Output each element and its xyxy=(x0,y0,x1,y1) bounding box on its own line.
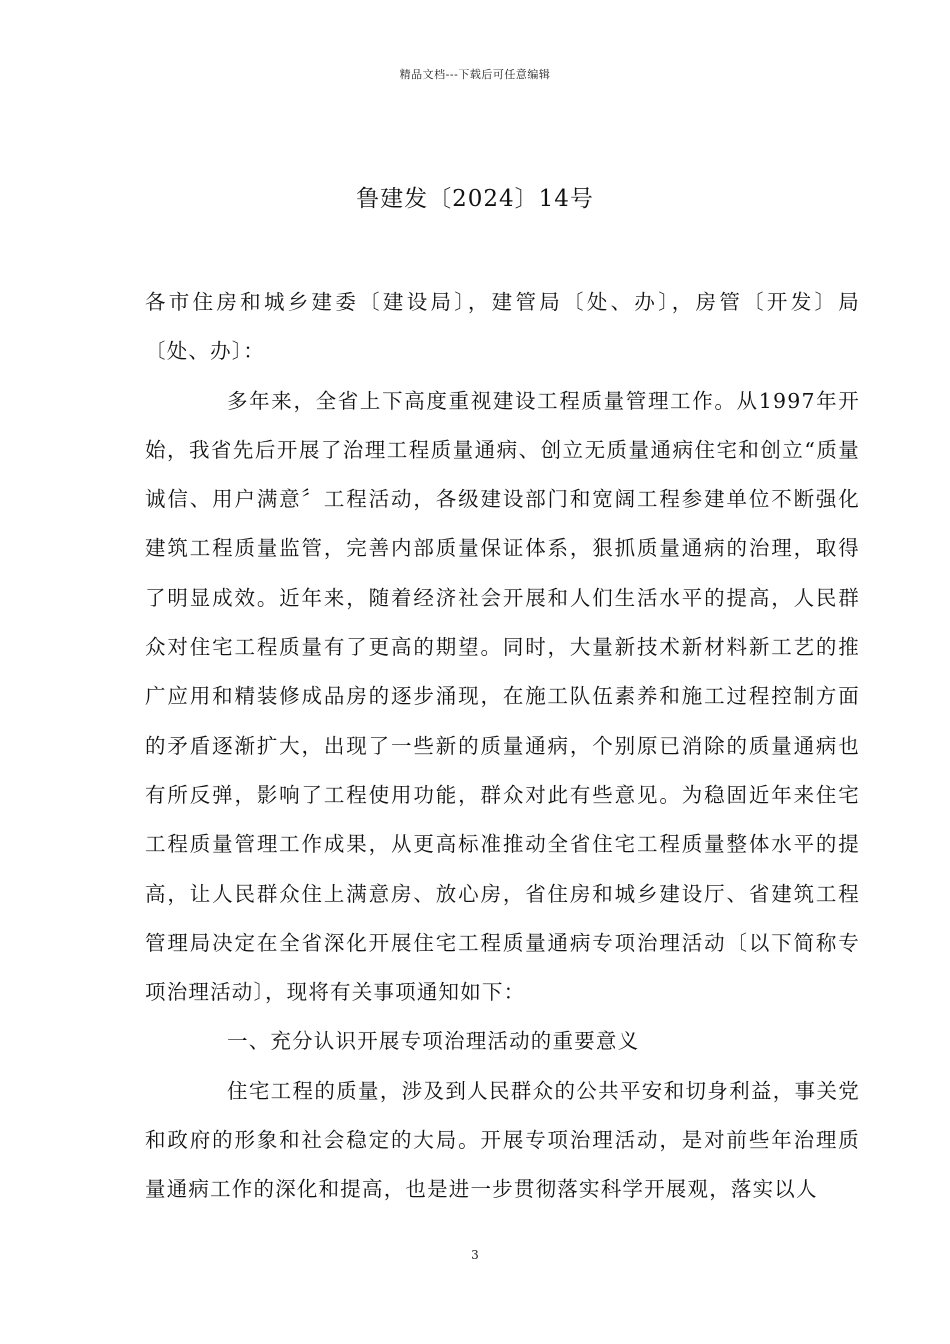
body-paragraph: 多年来，全省上下高度重视建设工程质量管理工作。从1997年开始，我省先后开展了治理工程质量通病、创立无质量通病住宅和创立“质量诚信、用户满意〞工程活动，各级建设部门和宽阔工程参建单位不断强化建筑工程质量监管，完善内部质量保证体系，狠抓质量通病的治理，取得了明显成效。近年来，随着经济社会开展和人们生活水平的提高，人民群众对住宅工程质量有了更高的期望。同时，大量新技术新材料新工艺的推广应用和精装修成品房的逐步涌现，在施工队伍素养和施工过程控制方面的矛盾逐渐扩大，出现了一些新的质量通病，个别原已消除的质量通病也有所反弹，影响了工程使用功能，群众对此有些意见。为稳固近年来住宅工程质量管理工作成果，从更高标准推动全省住宅工程质量整体水平的提高，让人民群众住上满意房、放心房，省住房和城乡建设厅、省建筑工程管理局决定在全省深化开展住宅工程质量通病专项治理活动〔以下简称专项治理活动〕，现将有关事项通知如下： xyxy=(145,388,860,1005)
body-paragraph: 住宅工程的质量，涉及到人民群众的公共平安和切身利益，事关党和政府的形象和社会稳定的大局。开展专项治理活动，是对前些年治理质量通病工作的深化和提高，也是进一步贯彻落实科学开展观，落实以人 xyxy=(145,1078,860,1202)
document-body xyxy=(145,278,860,1215)
page-header: 精品文档---下载后可任意编辑 xyxy=(399,68,551,81)
document-title: 鲁建发〔2024〕14号 xyxy=(356,186,594,212)
page-number: 3 xyxy=(471,1248,479,1262)
addressee-paragraph: 各市住房和城乡建委〔建设局〕，建管局〔处、办〕，房管〔开发〕局〔处、办〕： xyxy=(145,290,860,364)
section-heading: 一、充分认识开展专项治理活动的重要意义 xyxy=(227,1029,640,1054)
